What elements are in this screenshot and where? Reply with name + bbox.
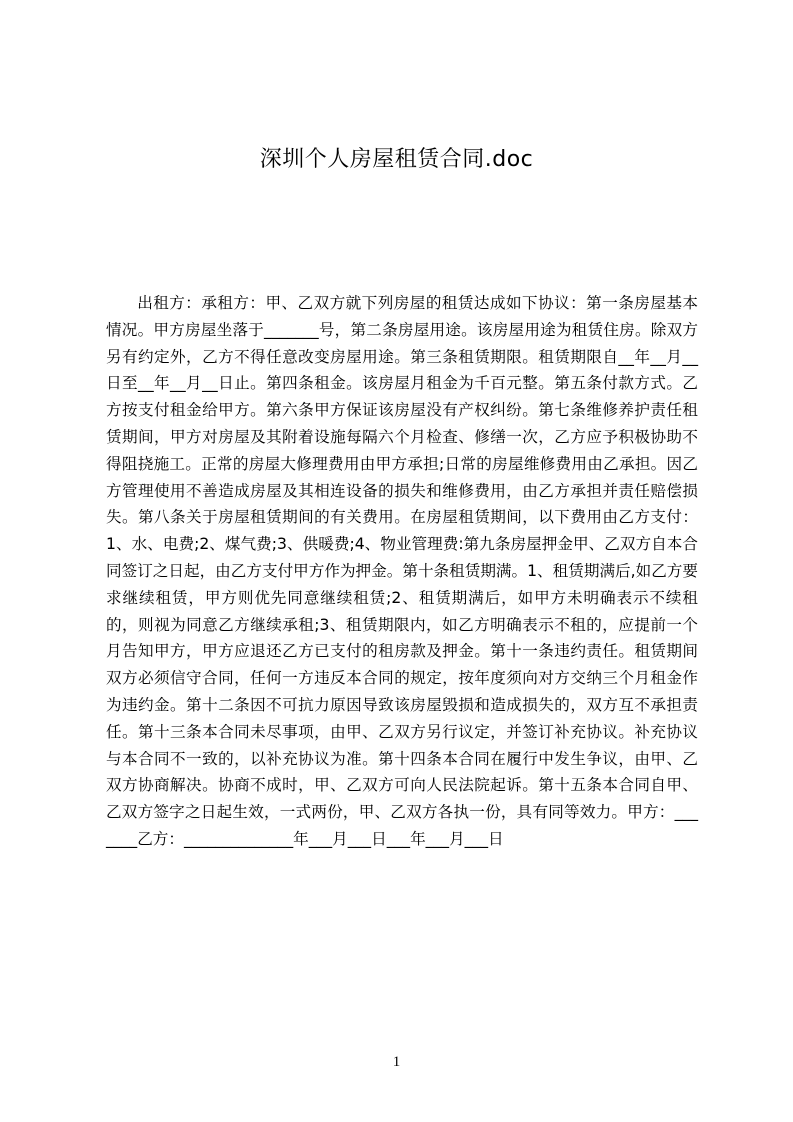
document-title: 深圳个人房屋租赁合同.doc [259, 147, 534, 172]
contract-body-paragraph: 出租方：承租方：甲、乙双方就下列房屋的租赁达成如下协议：第一条房屋基本情况。甲方房屋坐落于_______号，第二条房屋用途。该房屋用途为租赁住房。除双方另有约定外，乙方不得任意改变房屋用途。第三条租赁期限。租赁期限自__年__月__日至__年__月__日止。第四条租金。该房屋月租金为千百元整。第五条付款方式。乙方按支付租金给甲方。第六条甲方保证该房屋没有产权纠纷。第七条维修养护责任租赁期间，甲方对房屋及其附着设施每隔六个月检查、修缮一次，乙方应予积极协助不得阻挠施工。正常的房屋大修理费用由甲方承担;日常的房屋维修费用由乙承担。因乙方管理使用不善造成房屋及其相连设备的损失和维修费用，由乙方承担并责任赔偿损失。第八条关于房屋租赁期间的有关费用。在房屋租赁期间，以下费用由乙方支付：1、水、电费;2、煤气费;3、供暖费;4、物业管理费:第九条房屋押金甲、乙双方自本合同签订之日起，由乙方支付甲方作为押金。第十条租赁期满。1、租赁期满后,如乙方要求继续租赁，甲方则优先同意继续租赁;2、租赁期满后，如甲方未明确表示不续租的，则视为同意乙方继续承租;3、租赁期限内，如乙方明确表示不租的，应提前一个月告知甲方，甲方应退还乙方已支付的租房款及押金。第十一条违约责任。租赁期间双方必须信守合同，任何一方违反本合同的规定，按年度须向对方交纳三个月租金作为违约金。第十二条因不可抗力原因导致该房屋毁损和造成损失的，双方互不承担责任。第十三条本合同未尽事项，由甲、乙双方另行议定，并签订补充协议。补充协议与本合同不一致的，以补充协议为准。第十四条本合同在履行中发生争议，由甲、乙双方协商解决。协商不成时，甲、乙双方可向人民法院起诉。第十五条本合同自甲、乙双方签字之日起生效，一式两份，甲、乙双方各执一份，具有同等效力。甲方：_______乙方：______________年___月___日___年___月___日 [106, 294, 698, 848]
page-number: 1 [392, 1054, 401, 1070]
